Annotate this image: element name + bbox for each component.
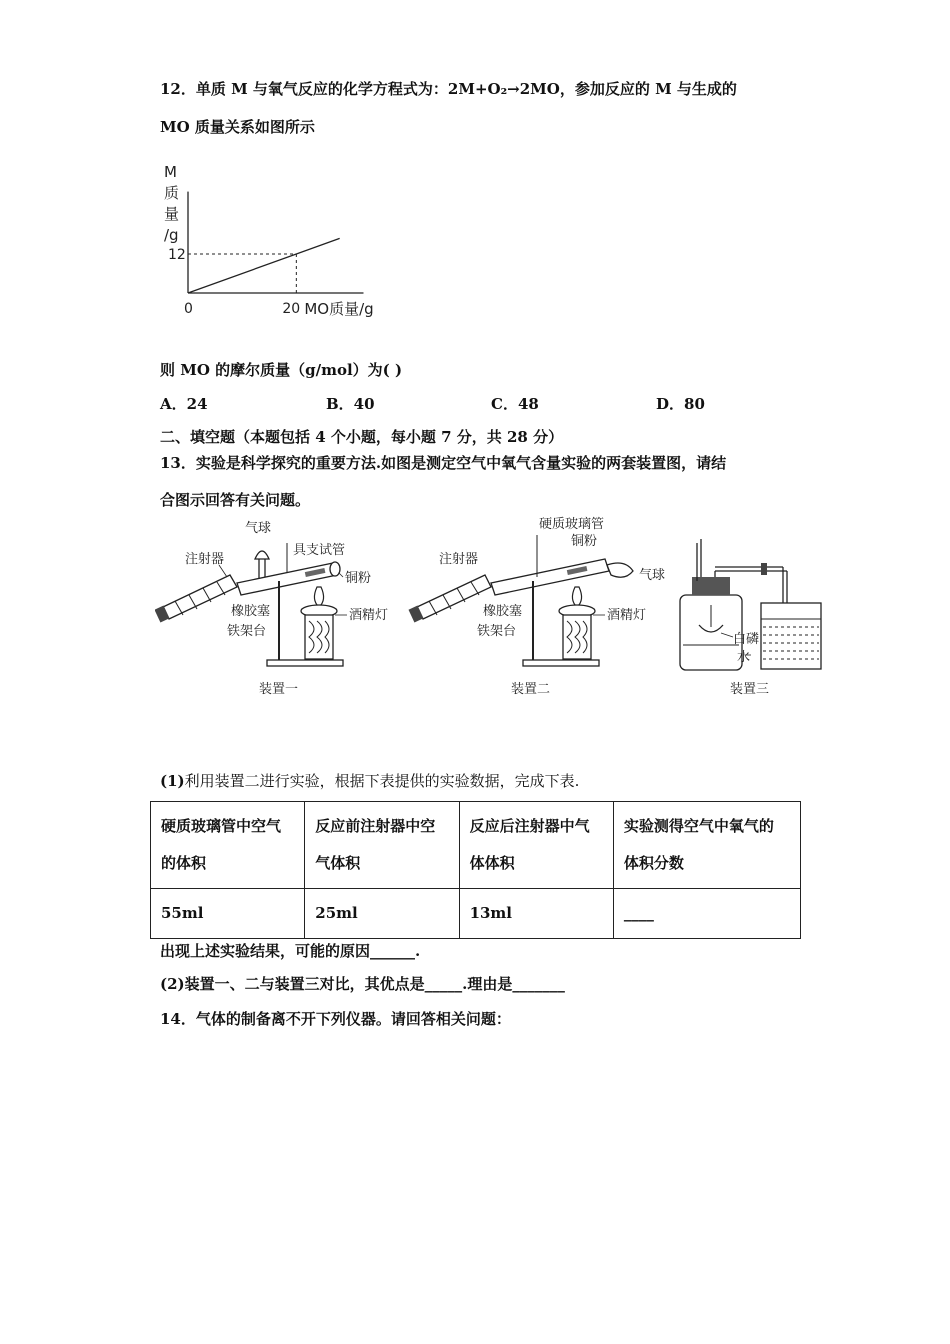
label-stand-1: 铁架台	[227, 624, 267, 639]
label-copper-1: 铜粉	[345, 571, 372, 586]
caption-apparatus-2: 装置二	[511, 682, 551, 697]
q13-part1-text: 利用装置二进行实验，根据下表提供的实验数据，完成下表.	[184, 772, 580, 790]
origin-label: 0	[184, 301, 193, 317]
label-balloon-2: 气球	[639, 568, 666, 583]
table-header-cell: 硬质玻璃管中空气 的体积	[151, 802, 305, 889]
label-syringe-1: 注射器	[185, 552, 225, 567]
label-stopper-1: 橡胶塞	[231, 604, 271, 619]
option-c: C．48	[491, 395, 539, 413]
option-b: B．40	[326, 395, 375, 413]
q12-line1: 12．单质 M 与氧气反应的化学方程式为：2M+O₂→2MO，参加反应的 M 与生成的	[160, 80, 737, 98]
label-branched-tube-1: 具支试管	[293, 543, 346, 558]
section-heading: 二、填空题（本题包括 4 个小题，每小题 7 分，共 28 分）	[160, 428, 564, 446]
table-header-cell: 反应后注射器中气 体体积	[459, 802, 613, 889]
apparatus-figure	[155, 515, 835, 705]
y-axis-label-char: /g	[164, 226, 179, 244]
caption-apparatus-3: 装置三	[730, 682, 770, 697]
table-header-cell: 实验测得空气中氧气的 体积分数	[613, 802, 800, 889]
q13-part1-num: (1)	[160, 772, 185, 790]
label-balloon-1: 气球	[245, 521, 272, 536]
data-series-line	[188, 238, 340, 293]
q13-line2: 合图示回答有关问题。	[160, 491, 311, 509]
q14-line: 14．气体的制备离不开下列仪器。请回答相关问题：	[160, 1010, 511, 1028]
option-a: A．24	[160, 395, 208, 413]
label-white-phosphorus: 白磷	[733, 632, 760, 647]
label-hard-glass-tube-2: 硬质玻璃管	[539, 517, 605, 532]
label-copper-2: 铜粉	[571, 534, 598, 549]
q13-line1: 13．实验是科学探究的重要方法.如图是测定空气中氧气含量实验的两套装置图，请结	[160, 454, 727, 472]
table-header-cell: 反应前注射器中空 气体积	[305, 802, 459, 889]
label-lamp-1: 酒精灯	[349, 608, 389, 623]
apparatus-two	[409, 516, 666, 697]
table-cell-blank[interactable]: ____	[613, 889, 800, 939]
q13-part2: (2)装置一、二与装置三对比，其优点是_____.理由是_______	[160, 975, 565, 993]
caption-apparatus-1: 装置一	[259, 682, 299, 697]
q12-line2: MO 质量关系如图所示	[160, 118, 315, 136]
apparatus-three	[680, 539, 821, 697]
q13-part1	[160, 770, 579, 791]
apparatus-one	[155, 520, 388, 697]
label-lamp-2: 酒精灯	[607, 608, 647, 623]
label-stopper-2: 橡胶塞	[483, 604, 523, 619]
y-axis-label-char: 量	[164, 205, 180, 223]
label-water: 水	[737, 650, 751, 665]
option-d: D．80	[656, 395, 705, 413]
y-tick-label: 12	[168, 247, 186, 263]
x-axis-label: MO质量/g	[304, 300, 374, 318]
table-header-row	[151, 802, 801, 889]
table-row	[151, 889, 801, 939]
mass-chart	[150, 150, 410, 330]
q13-reason: 出现上述实验结果，可能的原因______.	[160, 942, 421, 960]
label-stand-2: 铁架台	[477, 624, 517, 639]
x-tick-label: 20	[282, 301, 301, 317]
label-syringe-2: 注射器	[439, 552, 479, 567]
table-cell: 25ml	[305, 889, 459, 939]
table-cell: 55ml	[151, 889, 305, 939]
y-axis-label-char: 质	[164, 184, 180, 202]
q12-question: 则 MO 的摩尔质量（g/mol）为( )	[160, 361, 403, 379]
y-axis-label-char: M	[164, 163, 177, 181]
data-table	[150, 801, 801, 939]
table-cell: 13ml	[459, 889, 613, 939]
